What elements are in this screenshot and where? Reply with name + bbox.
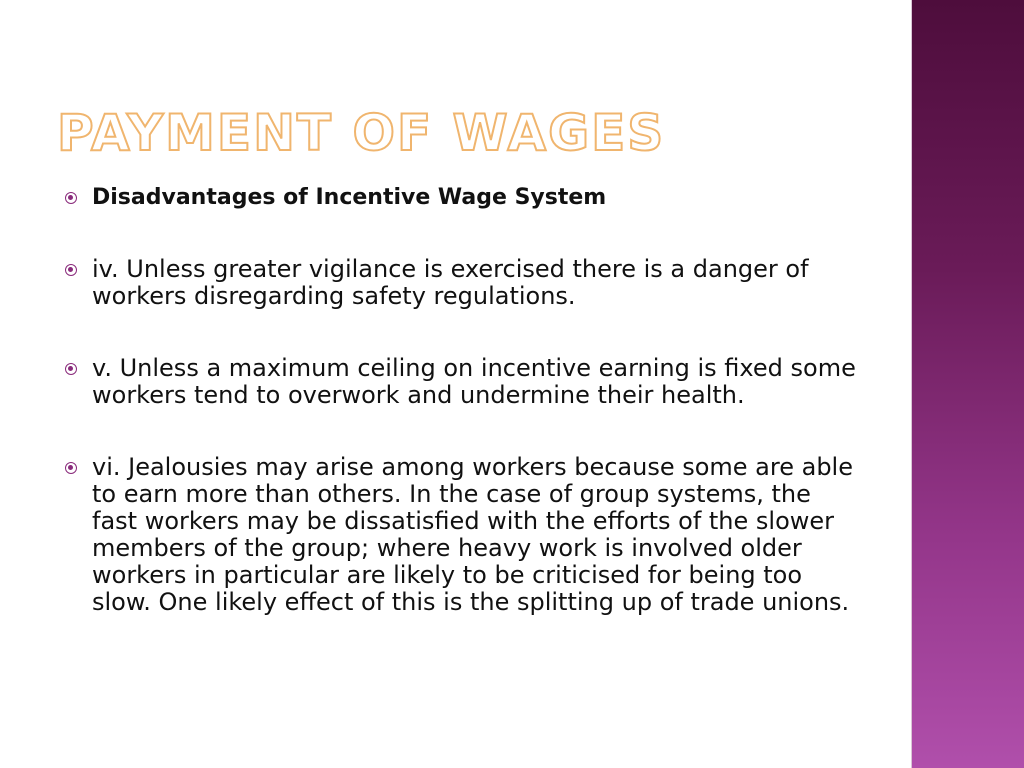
bullet-text: iv. Unless greater vigilance is exercised there is a danger of workers disregarding safety regulations.	[92, 255, 809, 310]
bullet-list	[60, 180, 860, 616]
circle-bullet-icon	[65, 363, 77, 375]
bullet-item-v	[60, 355, 860, 409]
bullet-heading	[60, 184, 860, 211]
side-decorative-band	[912, 0, 1024, 768]
bullet-text: Disadvantages of Incentive Wage System	[92, 185, 607, 210]
bullet-item-vi	[60, 454, 860, 616]
bullet-item-iv	[60, 256, 860, 310]
bullet-text: vi. Jealousies may arise among workers because some are able to earn more than others. In the case of group systems, the fast workers may be dissatisfied with the efforts of the slower members of the group; where heavy work is involved older workers in particular are likely to be criticised for being too slow. One likely effect of this is the splitting up of trade unions.	[92, 453, 853, 616]
circle-bullet-icon	[65, 462, 77, 474]
circle-bullet-icon	[65, 192, 77, 204]
circle-bullet-icon	[65, 264, 77, 276]
bullet-text: v. Unless a maximum ceiling on incentive earning is fixed some workers tend to overwork and undermine their health.	[92, 354, 856, 409]
slide-title: PAYMENT OF WAGES	[57, 104, 666, 162]
